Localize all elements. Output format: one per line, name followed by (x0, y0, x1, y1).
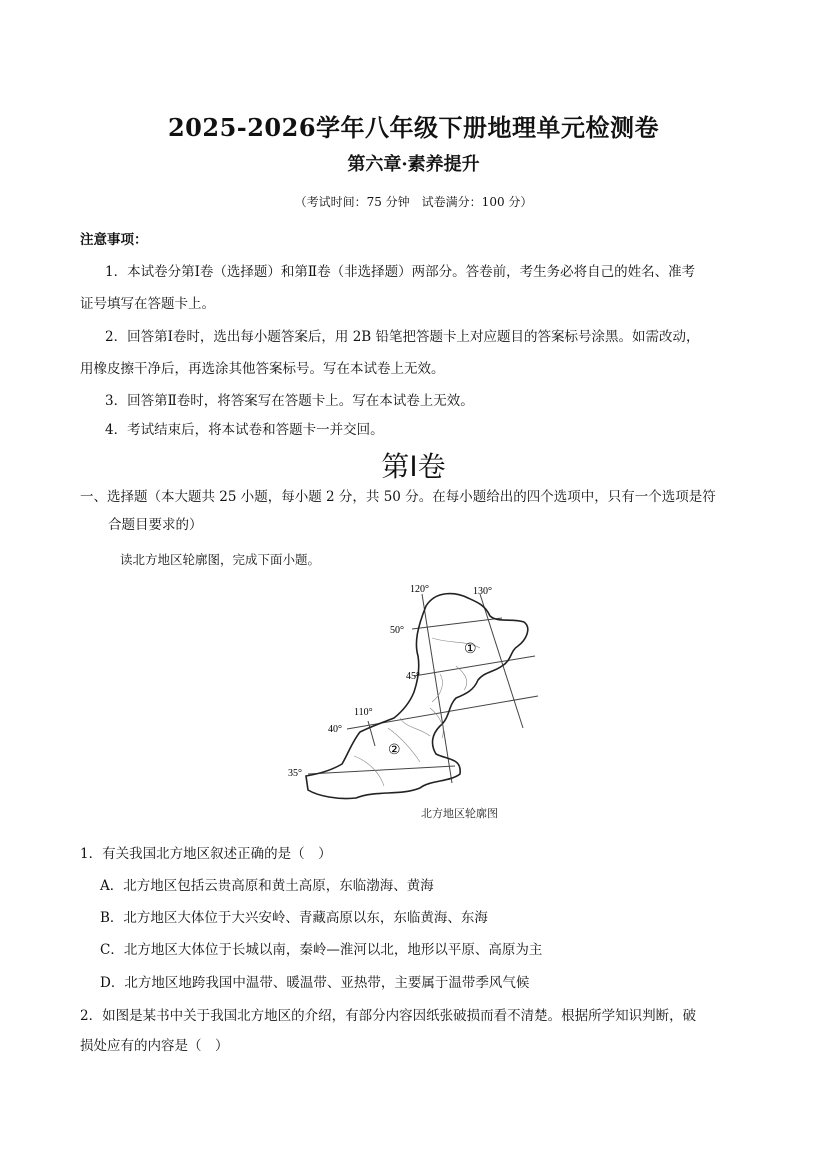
map-caption: 北方地区轮廓图 (421, 808, 498, 820)
lat-label-35: 35° (288, 768, 302, 779)
note-item-1-line-2: 证号填写在答题卡上。 (80, 296, 215, 312)
note-item-4: 4．考试结束后，将本试卷和答题卡一并交回。 (105, 422, 384, 438)
lon-label-130: 130° (473, 586, 492, 597)
lat-label-45: 45° (406, 671, 420, 682)
note-item-1-line-1: 1．本试卷分第Ⅰ卷（选择题）和第Ⅱ卷（非选择题）两部分。答卷前，考生务必将自己的姓名、准考 (105, 264, 696, 280)
region-marker-1: ① (464, 642, 477, 657)
question-1-stem: 1．有关我国北方地区叙述正确的是（ ） (80, 846, 332, 862)
notes-heading: 注意事项： (80, 232, 148, 248)
lat-label-50: 50° (390, 625, 404, 636)
question-1-option-b: B．北方地区大体位于大兴安岭、青藏高原以东，东临黄海、东海 (100, 910, 488, 926)
question-2-stem-line-1: 2．如图是某书中关于我国北方地区的介绍，有部分内容因纸张破损而看不清楚。根据所学知识判断，破 (80, 1008, 697, 1024)
section-heading-line-2: 合题目要求的） (108, 517, 203, 533)
section-heading-line-1: 一、选择题（本大题共 25 小题，每小题 2 分，共 50 分。在每小题给出的四个选项中，只有一个选项是符 (80, 489, 716, 505)
page-subtitle: 第六章·素养提升 (347, 154, 480, 175)
question-1-option-d: D．北方地区地跨我国中温带、暖温带、亚热带，主要属于温带季风气候 (100, 975, 530, 991)
question-1-option-a: A．北方地区包括云贵高原和黄土高原，东临渤海、黄海 (100, 878, 434, 894)
volume-title: 第Ⅰ卷 (381, 452, 446, 483)
note-item-2-line-2: 用橡皮擦干净后，再选涂其他答案标号。写在本试卷上无效。 (80, 361, 445, 377)
exam-info: （考试时间：75 分钟 试卷满分：100 分） (294, 195, 533, 209)
page-title: 2025-2026学年八年级下册地理单元检测卷 (167, 113, 660, 142)
question-2-stem-line-2: 损处应有的内容是（ ） (80, 1038, 229, 1054)
parallel-50 (412, 618, 502, 629)
lat-label-40: 40° (328, 724, 342, 735)
question-1-option-c: C．北方地区大体位于长城以南，秦岭—淮河以北，地形以平原、高原为主 (100, 942, 543, 958)
lon-label-120: 120° (410, 584, 429, 595)
lon-label-110: 110° (354, 707, 373, 718)
question-group-instruction: 读北方地区轮廓图，完成下面小题。 (120, 552, 321, 567)
north-region-map (280, 578, 550, 823)
meridian-130 (480, 594, 523, 728)
note-item-2-line-1: 2．回答第Ⅰ卷时，选出每小题答案后，用 2B 铅笔把答题卡上对应题目的答案标号涂黑。如需改动， (105, 329, 700, 345)
note-item-3: 3．回答第Ⅱ卷时，将答案写在答题卡上。写在本试卷上无效。 (105, 393, 474, 409)
region-marker-2: ② (388, 743, 401, 758)
province-boundaries (354, 638, 480, 786)
